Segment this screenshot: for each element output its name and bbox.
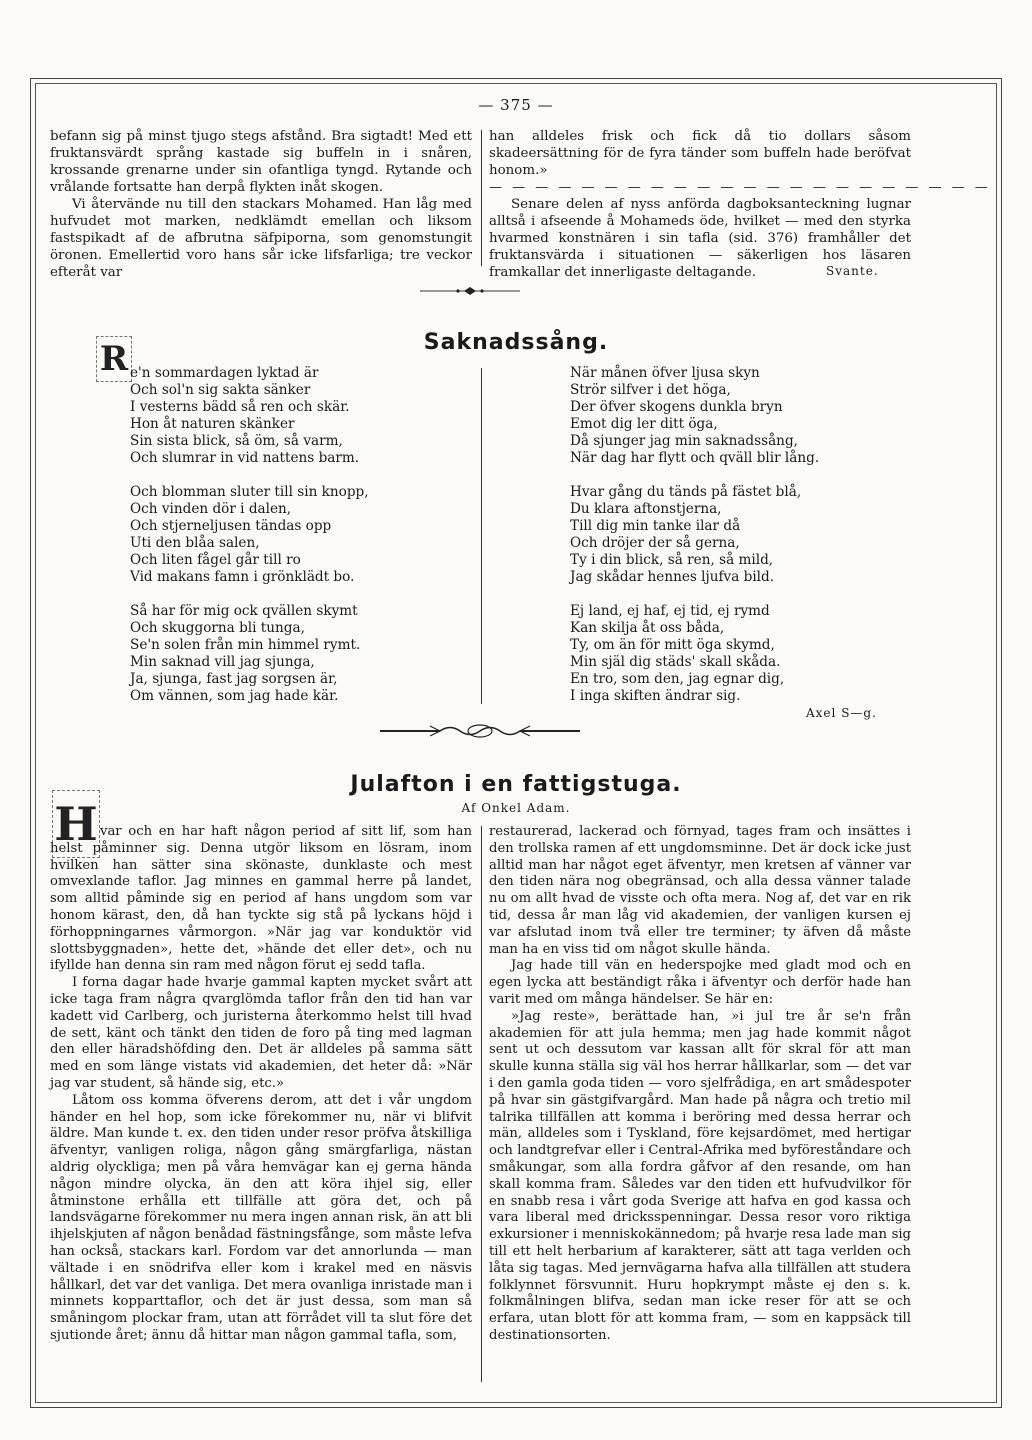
poem-line: Ej land, ej haf, ej tid, ej rymd [570,603,770,619]
poem-line: I inga skiften ändrar sig. [570,688,741,704]
poem-line: Min själ dig städs' skall skåda. [570,654,781,670]
poem-line: Hon åt naturen skänker [130,416,295,432]
poem-stanza [130,484,470,586]
poem-line: Och dröjer der så gerna, [570,535,740,551]
poem-line: Och sol'n sig sakta sänker [130,382,311,398]
article-end-left-column [50,128,472,281]
poem-stanza [130,603,470,705]
story-byline: Af Onkel Adam. [461,801,571,815]
poem-line: Och stjerneljusen tändas opp [130,518,332,534]
poem-line: Då sjunger jag min saknadssång, [570,433,798,449]
poem-line: Och blomman sluter till sin knopp, [130,484,369,500]
poem-line: När månen öfver ljusa skyn [570,365,760,381]
poem-line: Om vännen, som jag hade kär. [130,688,339,704]
poem-line: Uti den blåa salen, [130,535,260,551]
poem-line: Se'n solen från min himmel rymt. [130,637,361,653]
story-column-divider [481,826,482,1382]
story-left-column [50,824,472,1345]
poem-line: Ty i din blick, så ren, så mild, [570,552,774,568]
poem-line: Der öfver skogens dunkla bryn [570,399,783,415]
poem-left-column [130,365,470,722]
story-right-column [489,824,911,1345]
poem-line: Strör silfver i det höga, [570,382,731,398]
poem-line: Sin sista blick, så öm, så varm, [130,433,343,449]
column-divider [481,130,482,266]
section-separator-dashes: — — — — — — — — — — — — — — — — — — — — — — [489,180,991,195]
story-title: Julafton i en fattigstuga. [350,772,682,797]
poem-title: Saknadssång. [423,330,609,355]
small-rule-ornament [420,284,520,298]
poem-line: Ja, sjunga, fast jag sorgsen är, [130,671,338,687]
story-drop-cap-letter: H [54,797,98,851]
article-end-paragraph: Vi återvände nu till den stackars Mohamed. Han låg med hufvudet mot marken, nedklämdt emellan och liksom fastspikadt af de afbrutna säfpiporna, som genomstungit öronen. Emellertid voro hans sår icke lifsfarliga; tre veckor efteråt var [50,197,472,280]
poem-column-divider [481,368,482,704]
story-paragraph: Jag hade till vän en hederspojke med gladt mod och en egen lycka att beständigt råka i äfventyr och derför hade han varit med om många händelser. Se här en: [489,958,911,1007]
poem-line: Vid makans famn i grönklädt bo. [130,569,355,585]
poem-line: Och vinden dör i dalen, [130,501,292,517]
story-paragraph: restaurerad, lackerad och förnyad, tages fram och insättes i den trollska ramen af ett ungdomsminne. Det är dock icke just alltid man har något eget äfventyr, men kretsen af vänner var den tiden nära nog obegränsad, och alla dessa vänner talade nu om allt hvad de visste och ofta mera. Nog af, det var en rik tid, dessa år man låg vid akademien, der vanligen kursen ej var afslutad inom två eller tre terminer; ty äfven då måste man ha en viss tid om något skulle hända. [489,824,911,957]
poem-signature: Axel S—g. [806,706,877,720]
story-paragraph: I forna dagar hade hvarje gammal kapten mycket svårt att icke taga fram några qvarglömda taflor från den tid han var kadett vid Carlberg, och juristerna återkommo helst till hvad de sett, känt och tänkt den tiden de foro på ting med lagman den eller häradshöfding den. Det är alldeles på samma sätt med en som länge vistats vid akademien, det heter då: »När jag var student, så hände sig, etc.» [50,975,472,1091]
poem-line: Emot dig ler ditt öga, [570,416,718,432]
poem-line: Kan skilja åt oss båda, [570,620,725,636]
story-paragraph: Låtom oss komma öfverens derom, att det i vår ungdom händer en hel hop, som icke förekommer nu, när vi blifvit äldre. Man kunde t. ex. den tiden under resor pröfva åtskilliga äfventyr, vanligen roliga, någon gång smärgfarliga, nästan aldrig olyckliga; men på våra hemvägar kan ej gerna hända någon mindre olycka, än den att köra ihjel sig, eller åtminstone erhålla ett tillfälle att göra det, och på landsvägarne förekommer nu mera ingen annan risk, än att bli ihjelskjuten af någon benådad fästningsfånge, som måste lefva han också, stackars karl. Fordom var det annorlunda — man vältade i en snödrifva eller kom i krakel med en näsvis hållkarl, det var det vanliga. Det mera ovanliga inristade man i minnets kopparttaflor, och det är just dessa, som man så småningom plockar fram, utan att förrådet vill ta slut före det sjutionde året; ännu då hittar man någon gammal tafla, som, [50,1092,472,1343]
article-signature: Svante. [826,264,879,278]
poem-drop-cap-letter: R [99,339,129,379]
poem-line: Hvar gång du tänds på fästet blå, [570,484,802,500]
poem-line: Min saknad vill jag sjunga, [130,654,315,670]
poem-stanza [130,365,470,467]
story-paragraph: var och en har haft någon period af sitt lif, som han helst påminner sig. Denna utgör liksom en lösram, inom hvilken han sätter sina skönaste, dunklaste och mest omvexlande taflor. Jag minnes en gammal herre på landet, som alltid påminde sig en period af hans ungdom som var honom kärast, den, då han tyckte sig stå på lyckans höjd i förhoppningarnes vårmorgon. »När jag var konduktör vid slottsbyggnaden», hette det, »hände det eller det», och nu ifyllde han denna sin ram med någon förut ej sedd tafla. [50,824,472,974]
article-end-paragraph: Senare delen af nyss anförda dagboksanteckning lugnar alltså i afseende å Mohameds öde, hvilket — med den styrka hvarmed konstnären i sin tafla (sid. 376) framhåller det fruktansvärda i situationen — säkerligen hos läsaren framkallar det innerligaste deltagande. [489,197,911,280]
poem-line: Ty, om än för mitt öga skymd, [570,637,775,653]
poem-line: Så har för mig ock qvällen skymt [130,603,358,619]
poem-line: En tro, som den, jag egnar dig, [570,671,785,687]
poem-line: Och liten fågel går till ro [130,552,301,568]
poem-stanza [570,484,910,586]
poem-stanza [570,603,910,705]
poem-line: När dag har flytt och qväll blir lång. [570,450,820,466]
poem-line: Och skuggorna bli tunga, [130,620,305,636]
poem-drop-cap [96,336,132,382]
poem-line: I vesterns bädd så ren och skär. [130,399,350,415]
page-number: — 375 — [478,96,554,114]
story-paragraph: »Jag reste», berättade han, »i jul tre år se'n från akademien för att jula hemma; men jag hade kommit något sent ut och dessutom var kassan allt för skral för att man skulle kunna ställa sig väl hos herrar hållkarlar, som — det var i den gamla goda tiden — voro sjelfrådiga, en art smådespoter på hvar sin gästgifvargård. Man hade på några och tretio mil talrika tillfällen att komma i beröring med dessa herrar och män, alldeles som i Tyskland, före kejsardömet, med hertigar och landtgrefvar eller i Central-Afrika med byföreståndare och småkungar, som alla fordra gåfvor af den resande, om han skall komma fram. Således var den tiden ett hufvudvilkor för en snabb resa i vårt goda Sverige att hafva en god kassa och vara liberal med dricksspenningar. Dessa resor voro riktiga exkursioner i menniskokännedom; på hvarje resa lade man sig till ett helt herbarium af karakterer, sätt att taga verlden och låta sig tagas. Med jernvägarna hafva alla tillfällen att studera folklynnet försvunnit. Huru hopkrympt måste ej den s. k. folkmålningen blifva, sedan man icke reser för att se och erfara, utan blott för att komma fram, — som en kappsäck till destinationsorten. [489,1008,911,1343]
poem-line: Du klara aftonstjerna, [570,501,722,517]
article-end-paragraph: han alldeles frisk och fick då tio dollars såsom skadeersättning för de fyra tänder som buffeln hade beröfvat honom.» [489,129,911,178]
article-end-paragraph: befann sig på minst tjugo stegs afstånd. Bra sigtadt! Med ett fruktansvärdt språng kastade sig buffeln in i snåren, krossande grenarne under sin ofantliga tyngd. Rytande och vrålande fortsatte han derpå flykten inåt skogen. [50,129,472,195]
poem-right-column [570,365,910,722]
poem-line: Och slumrar in vid nattens barm. [130,450,360,466]
poem-line: Jag skådar hennes ljufva bild. [570,569,775,585]
poem-line: Till dig min tanke ilar då [570,518,741,534]
decorative-scroll-divider [380,720,580,742]
poem-line: e'n sommardagen lyktad är [130,365,319,381]
poem-stanza [570,365,910,467]
article-end-right-column [489,128,991,281]
